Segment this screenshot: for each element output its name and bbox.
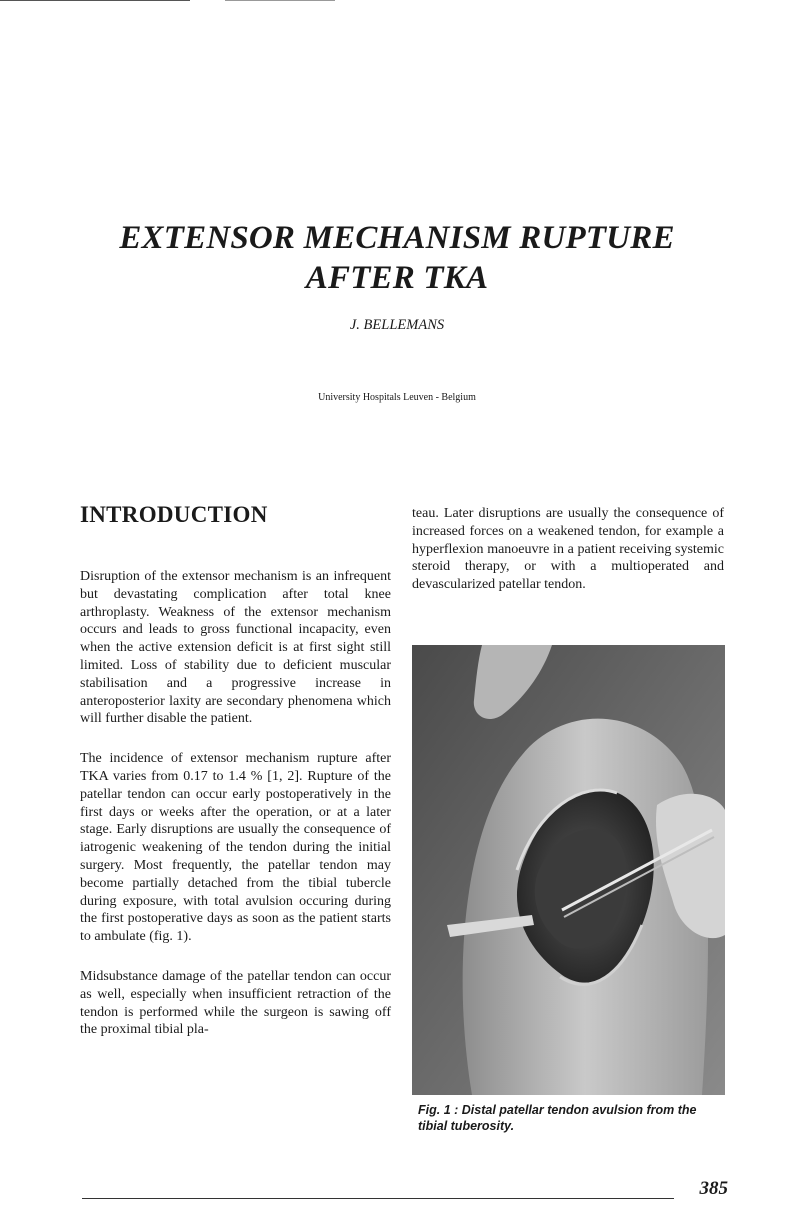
body-paragraph-3: Midsubstance damage of the patellar tendon can occur as well, especially when insufficient retraction of the tendon is performed while the surgeon is sawing off the proximal tibial pla- <box>80 968 391 1038</box>
surgical-photo-figure <box>412 645 725 1095</box>
article-title <box>60 218 734 298</box>
body-paragraph-continued: teau. Later disruptions are usually the consequence of increased forces on a weakened tendon, for example a hyperflexion manoeuvre in a patient receiving systemic steroid therapy, or with a multioperated and devascularized patellar tendon. <box>412 506 724 593</box>
body-paragraph-1: Disruption of the extensor mechanism is an infrequent but devastating complication after total knee arthroplasty. Weakness of the extensor mechanism occurs and leads to gross functional incapacity, even when the active extension deficit is at first sight still limited. Loss of stability due to deficient muscular stabilisation and a progressive increase in anteroposterior laxity are secondary phenomena which will further disable the patient. <box>80 569 391 727</box>
author-name: J. BELLEMANS <box>349 317 445 333</box>
title-line-1: EXTENSOR MECHANISM RUPTURE <box>119 220 675 256</box>
body-paragraph-2: The incidence of extensor mechanism rupture after TKA varies from 0.17 to 1.4 % [1, 2]. Rupture of the patellar tendon can occur early postoperatively in the first days or weeks after the operation, or at a later stage. Early disruptions are usually the consequence of iatrogenic weakening of the tendon during the initial surgery. Most frequently, the patellar tendon may become partially detached from the tibial tubercle during exposure, with total avulsion occuring during the first postoperative days as soon as the patient starts to ambulate (fig. 1). <box>80 751 391 945</box>
top-edge-rule-secondary <box>225 0 335 1</box>
figure-caption: Fig. 1 : Distal patellar tendon avulsion from the tibial tuberosity. <box>418 1103 697 1133</box>
title-line-2: AFTER TKA <box>305 260 489 296</box>
author-affiliation: University Hospitals Leuven - Belgium <box>318 392 476 403</box>
footer-rule <box>82 1198 674 1199</box>
section-heading: INTRODUCTION <box>80 502 268 527</box>
page-number: 385 <box>699 1178 728 1199</box>
left-column <box>80 568 391 1061</box>
surgical-photo <box>412 645 725 1095</box>
right-column <box>412 505 724 594</box>
top-edge-rule <box>0 0 190 1</box>
